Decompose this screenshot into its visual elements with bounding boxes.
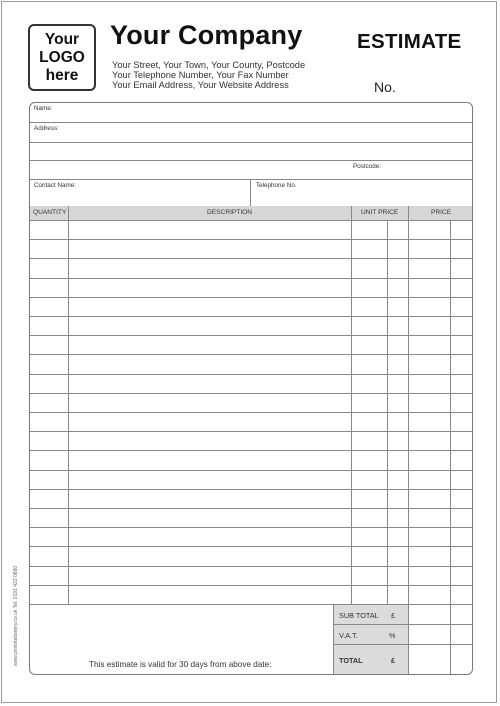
estimate-form xyxy=(29,102,473,675)
total-label: TOTAL xyxy=(339,656,363,665)
postcode-label: Postcode: xyxy=(353,163,382,170)
table-row-line xyxy=(30,566,472,567)
table-row-line xyxy=(30,374,472,375)
totals-divider xyxy=(333,624,473,625)
table-row-line xyxy=(30,297,472,298)
table-row-line xyxy=(30,354,472,355)
table-row-line xyxy=(30,316,472,317)
table-row-line xyxy=(30,546,472,547)
telephone-label: Telephone No. xyxy=(256,182,297,189)
table-row-line xyxy=(30,239,472,240)
name-label: Name: xyxy=(34,105,53,112)
company-name: Your Company xyxy=(110,20,303,50)
address-label: Address: xyxy=(34,125,59,132)
address-line-3: Your Email Address, Your Website Address xyxy=(112,80,289,90)
table-row-line xyxy=(30,412,472,413)
subtotal-label: SUB TOTAL xyxy=(339,611,379,620)
table-row-line xyxy=(30,527,472,528)
column-divider-description xyxy=(351,206,352,604)
column-header-quantity: QUANTITY xyxy=(33,209,67,216)
contact-name-label: Contact Name: xyxy=(34,182,76,189)
column-header-unit-price: UNIT PRICE xyxy=(361,209,399,216)
table-header-divider xyxy=(30,220,472,221)
divider xyxy=(250,179,251,206)
column-divider-quantity xyxy=(68,206,69,604)
totals-left-divider xyxy=(333,604,334,675)
validity-note: This estimate is valid for 30 days from above date: xyxy=(89,660,272,669)
logo-line-1: Your xyxy=(44,30,80,48)
column-header-price: PRICE xyxy=(431,209,452,216)
logo-line-3: here xyxy=(45,66,79,84)
divider xyxy=(30,179,472,180)
table-row-line xyxy=(30,450,472,451)
table-row-line xyxy=(30,393,472,394)
column-divider-price-pence xyxy=(450,220,451,675)
percent-symbol: % xyxy=(389,631,396,640)
address-line-1: Your Street, Your Town, Your County, Postcode xyxy=(112,60,306,70)
logo-placeholder xyxy=(28,24,96,91)
divider xyxy=(30,160,472,161)
table-row-line xyxy=(30,258,472,259)
table-bottom-divider xyxy=(30,604,472,605)
logo-line-2: LOGO xyxy=(39,48,85,66)
table-row-line xyxy=(30,431,472,432)
totals-divider xyxy=(333,644,473,645)
currency-symbol: £ xyxy=(391,611,396,620)
vat-label: V.A.T. xyxy=(339,631,358,640)
divider xyxy=(30,122,472,123)
table-row-line xyxy=(30,470,472,471)
table-row-line xyxy=(30,489,472,490)
printer-credit: www.printstationery.co.uk Tel: 0191 422 0880 xyxy=(13,565,19,666)
column-divider-unit-price xyxy=(408,206,409,675)
document-title: ESTIMATE xyxy=(357,30,462,53)
currency-symbol: £ xyxy=(391,656,396,665)
table-row-line xyxy=(30,508,472,509)
address-line-2: Your Telephone Number, Your Fax Number xyxy=(112,70,289,80)
table-row-line xyxy=(30,585,472,586)
table-row-line xyxy=(30,335,472,336)
column-header-description: DESCRIPTION xyxy=(207,209,253,216)
table-row-line xyxy=(30,278,472,279)
divider xyxy=(30,142,472,143)
estimate-number-label: No. xyxy=(374,79,396,95)
